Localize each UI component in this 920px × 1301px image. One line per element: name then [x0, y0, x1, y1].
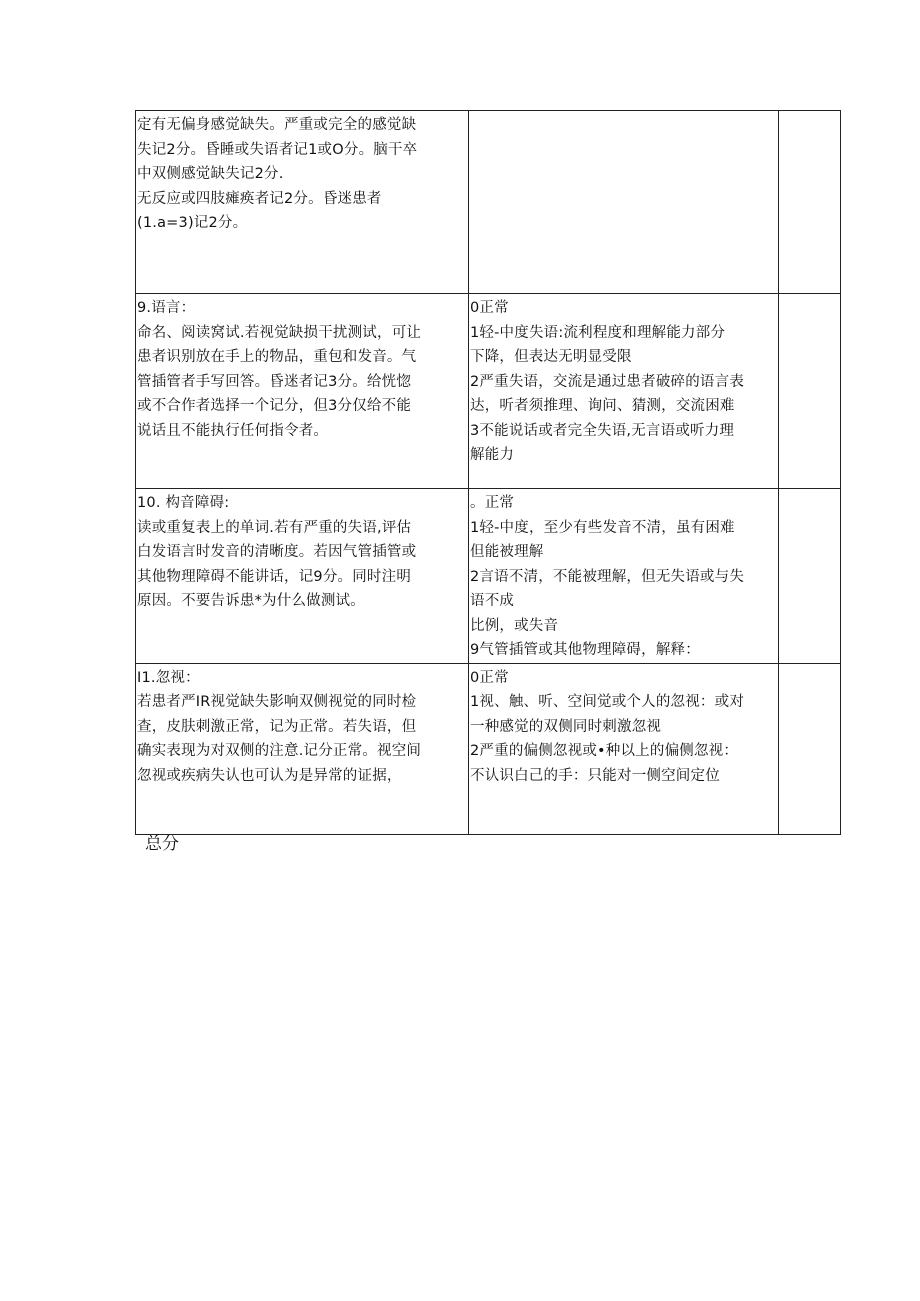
instruction-line: 白发语言时发音的清晰度。若因气管插管或: [137, 544, 417, 560]
instruction-line: 失记2分。昏睡或失语者记1或O分。脑干卒: [137, 141, 418, 158]
scoring-line: 3不能说话或者完全失语,无言语或听力理: [470, 422, 735, 439]
instruction-line: 若患者严IR视觉缺失影响双侧视觉的同时检: [137, 694, 417, 710]
scoring-line: 语不成: [470, 593, 515, 609]
instruction-line: (1.a=3)记2分。: [137, 215, 248, 231]
instruction-line: 命名、阅读窝试.若视觉缺损干扰测试，可让: [137, 324, 422, 341]
instruction-line: 或不合作者选择一个记分，但3分仅给不能: [137, 398, 412, 414]
scoring-line: 0正常: [470, 300, 509, 316]
instruction-line: 无反应或四肢瘫痪者记2分。昏迷患者: [137, 190, 382, 207]
scoring-line: 1轻-中度失语:流利程度和理解能力部分: [470, 324, 726, 341]
instruction-line: 说话且不能执行任何指令者。: [137, 422, 329, 439]
scoring-line: 达，听者须推理、询问、猜测，交流困难: [470, 398, 735, 414]
scoring-line: 比例，或失音: [470, 617, 559, 634]
score-cell: [779, 489, 841, 664]
scoring-line: 9气管插管或其他物理障碍，解释：: [470, 642, 700, 658]
scoring-line: 。正常: [470, 495, 515, 511]
scoring-line: 2言语不清，不能被理解，但无失语或与失: [470, 568, 745, 585]
instruction-line: 定有无偏身感觉缺失。严重或完全的感觉缺: [137, 117, 417, 133]
instruction-line: 管插管者手写回答。昏迷者记3分。给恍惚: [137, 373, 412, 390]
instruction-line: 查，皮肤刺激正常，记为正常。若失语，但: [137, 718, 417, 735]
scoring-line: 0正常: [470, 669, 509, 686]
scoring-line: 1视、触、听、空间觉或个人的忽视：或对: [470, 694, 745, 710]
item-heading: 9.语言：: [137, 300, 196, 316]
total-score-label: 总分: [145, 834, 179, 854]
scoring-line: 2严重失语，交流是通过患者破碎的语言表: [470, 373, 745, 390]
instruction-line: 忽视或疾病失认也可认为是异常的证据，: [137, 767, 402, 784]
instruction-line: 读或重复表上的单词.若有严重的失语,评估: [137, 519, 412, 536]
instruction-line: 原因。不要告诉患*为什么做测试。: [137, 593, 365, 609]
instruction-line: 中双侧感觉缺失记2分.: [137, 166, 284, 182]
instruction-cell: [136, 489, 469, 664]
table-row: [136, 294, 841, 489]
scoring-line: 但能被理解: [470, 544, 544, 560]
item-heading: I1.忽视：: [137, 669, 200, 686]
score-cell: [779, 111, 841, 294]
instruction-cell: [136, 294, 469, 489]
scoring-line: 解能力: [470, 447, 515, 463]
nihss-scale-table: [135, 110, 841, 835]
score-cell: [779, 663, 841, 834]
scoring-line: 不认识白己的手：只能对一侧空间定位: [470, 767, 720, 784]
instruction-cell: [136, 663, 469, 834]
table-row: [136, 663, 841, 834]
table-row: [136, 489, 841, 664]
instruction-line: 其他物理障碍不能讲话，记9分。同时注明: [137, 568, 412, 585]
scoring-line: 一种感觉的双侧同时刺激忽视: [470, 718, 662, 735]
scoring-cell: [469, 663, 779, 834]
scoring-cell: [469, 111, 779, 294]
score-cell: [779, 294, 841, 489]
instruction-line: 患者识别放在手上的物品，重包和发音。气: [137, 349, 417, 365]
scoring-cell: [469, 489, 779, 664]
item-heading: 10. 构音障碍:: [137, 495, 230, 511]
scoring-line: 1轻-中度，至少有些发音不清，虽有困难: [470, 519, 735, 536]
scoring-line: 下降，但表达无明显受限: [470, 349, 632, 365]
scoring-line: 2严重的偏侧忽视或•种以上的偏侧忽视：: [470, 743, 739, 759]
instruction-cell: [136, 111, 469, 294]
table-row: [136, 111, 841, 294]
scoring-cell: [469, 294, 779, 489]
instruction-line: 确实表现为对双侧的注意.记分正常。视空间: [137, 743, 422, 759]
